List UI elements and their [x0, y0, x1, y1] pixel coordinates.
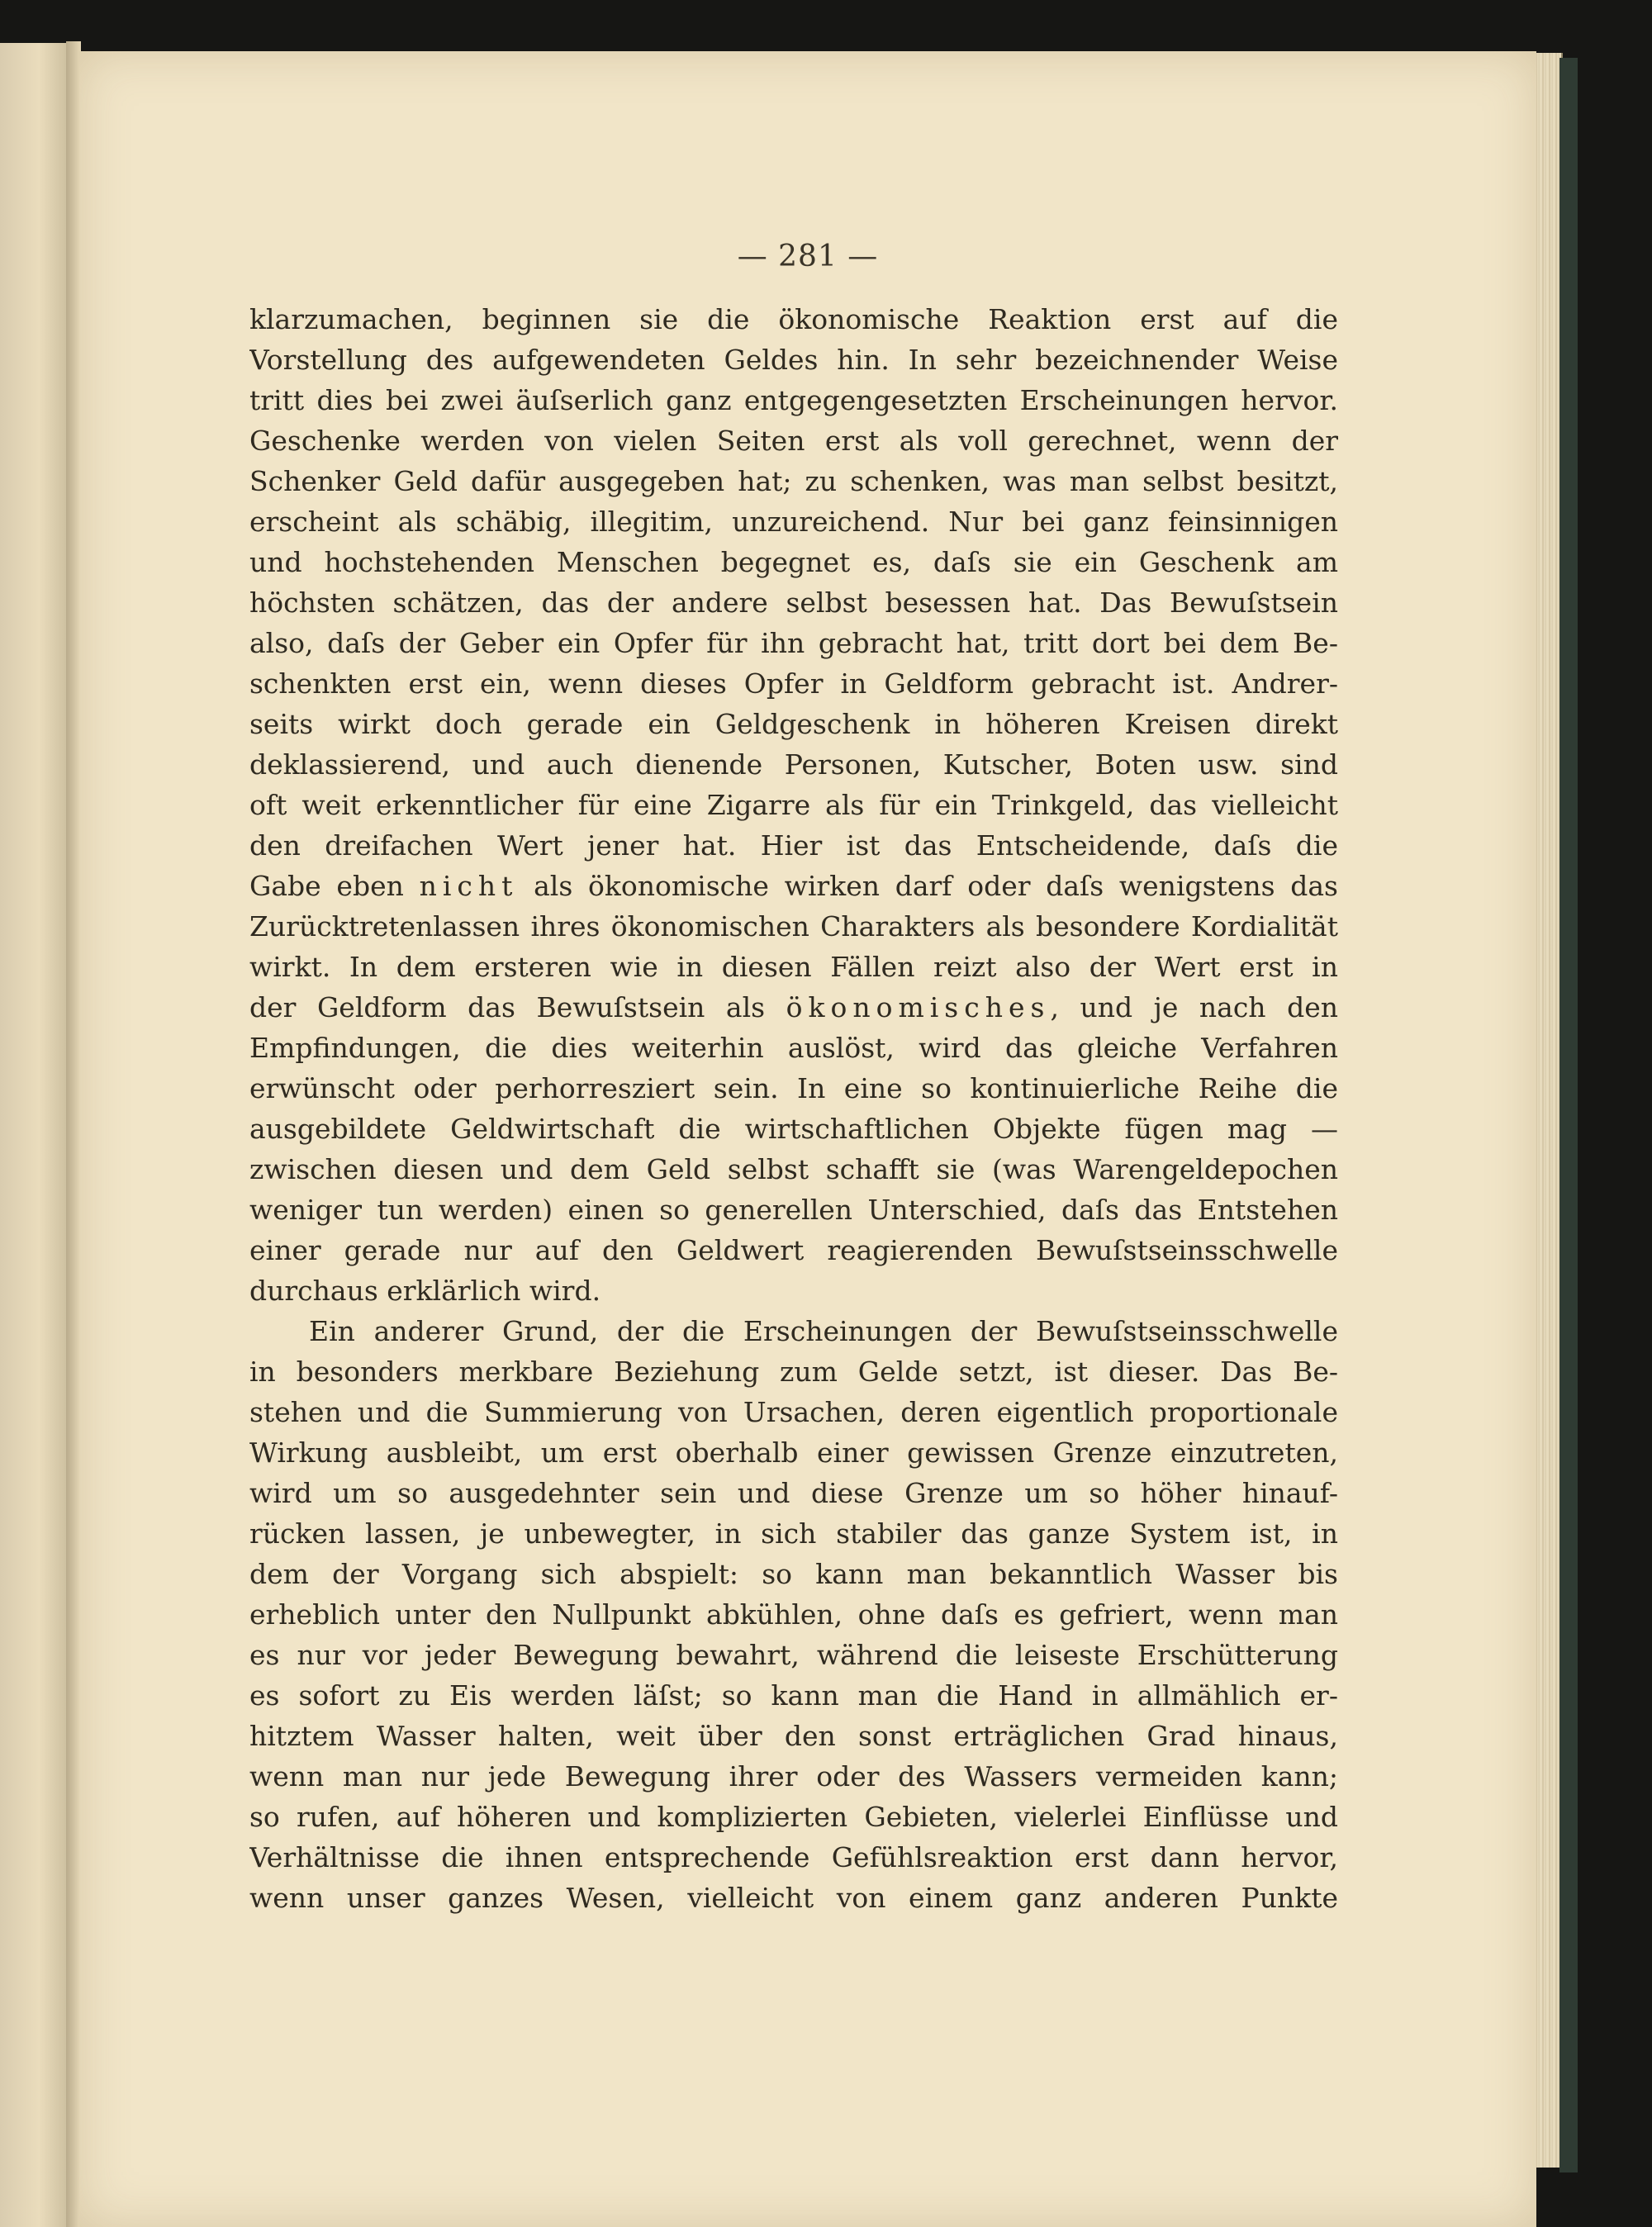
left-page-edge	[0, 43, 71, 2227]
text-line: erwünscht oder perhorresziert sein. In eine so kontinuierliche Reihe die	[249, 1072, 1338, 1104]
text-line: wenn unser ganzes Wesen, vielleicht von einem ganz anderen Punkte	[249, 1882, 1338, 1914]
text-fragment: Gabe eben	[249, 870, 420, 902]
text-line: schenkten erst ein, wenn dieses Opfer in Geldform gebracht ist. Andrer-	[249, 667, 1338, 700]
text-line: hitztem Wasser halten, weit über den sonst erträglichen Grad hinaus,	[249, 1720, 1338, 1752]
text-line: und hochstehenden Menschen begegnet es, daſs sie ein Geschenk am	[249, 546, 1338, 578]
text-fragment: , und je nach den	[1050, 991, 1338, 1023]
text-line: den dreifachen Wert jener hat. Hier ist das Entscheidende, daſs die	[249, 829, 1338, 862]
text-line: Vorstellung des aufgewendeten Geldes hin. In sehr bezeichnender Weise	[249, 344, 1338, 376]
text-line: zwischen diesen und dem Geld selbst schafft sie (was Warengeldepochen	[249, 1153, 1338, 1185]
text-line: stehen und die Summierung von Ursachen, deren eigentlich proportionale	[249, 1396, 1338, 1428]
spaced-emphasis: nicht	[419, 870, 519, 902]
text-line: oft weit erkenntlicher für eine Zigarre als für ein Trinkgeld, das vielleicht	[249, 789, 1338, 821]
text-line: es sofort zu Eis werden läſst; so kann man die Hand in allmählich er-	[249, 1679, 1338, 1712]
text-line: wenn man nur jede Bewegung ihrer oder des Wassers vermeiden kann;	[249, 1760, 1338, 1793]
text-fragment: der Geldform das Bewuſstsein als	[249, 991, 786, 1023]
text-line: dem der Vorgang sich abspielt: so kann man bekanntlich Wasser bis	[249, 1558, 1338, 1590]
spaced-emphasis: ökonomisches	[786, 991, 1051, 1023]
paragraph-last-line: durchaus erklärlich wird.	[249, 1275, 601, 1307]
text-line: so rufen, auf höheren und komplizierten Gebieten, vielerlei Einflüsse und	[249, 1801, 1338, 1833]
page-edges	[1533, 53, 1563, 2168]
text-line: also, daſs der Geber ein Opfer für ihn gebracht hat, tritt dort bei dem Be-	[249, 627, 1338, 659]
text-line: Empfindungen, die dies weiterhin auslöst, wird das gleiche Verfahren	[249, 1032, 1338, 1064]
text-line: rücken lassen, je unbewegter, in sich stabiler das ganze System ist, in	[249, 1517, 1338, 1550]
text-line: einer gerade nur auf den Geldwert reagierenden Bewuſstseinsschwelle	[249, 1234, 1338, 1266]
text-line: deklassierend, und auch dienende Personen, Kutscher, Boten usw. sind	[249, 748, 1338, 781]
text-line: es nur vor jeder Bewegung bewahrt, während die leiseste Erschütterung	[249, 1639, 1338, 1671]
book-page	[79, 51, 1536, 2227]
page-number: — 281 —	[737, 240, 879, 273]
text-line: tritt dies bei zwei äuſserlich ganz entgegengesetzten Erscheinungen hervor.	[249, 384, 1338, 416]
text-line: erheblich unter den Nullpunkt abkühlen, ohne daſs es gefriert, wenn man	[249, 1598, 1338, 1631]
text-line: Zurücktretenlassen ihres ökonomischen Charakters als besondere Kordialität	[249, 910, 1338, 943]
text-line: Wirkung ausbleibt, um erst oberhalb einer gewissen Grenze einzutreten,	[249, 1436, 1338, 1469]
text-line: in besonders merkbare Beziehung zum Gelde setzt, ist dieser. Das Be-	[249, 1356, 1338, 1388]
text-line-emphasis	[249, 866, 1338, 906]
book-cover-edge	[1559, 58, 1578, 2172]
text-line: wirkt. In dem ersteren wie in diesen Fällen reizt also der Wert erst in	[249, 951, 1338, 983]
text-line: klarzumachen, beginnen sie die ökonomische Reaktion erst auf die	[249, 303, 1338, 335]
text-line: erscheint als schäbig, illegitim, unzureichend. Nur bei ganz feinsinnigen	[249, 506, 1338, 538]
text-line: höchsten schätzen, das der andere selbst besessen hat. Das Bewuſstsein	[249, 586, 1338, 619]
text-line: ausgebildete Geldwirtschaft die wirtschaftlichen Objekte fügen mag —	[249, 1113, 1338, 1145]
text-fragment: als ökonomische wirken darf oder daſs wenigstens das	[518, 870, 1338, 902]
paragraph-first-line: Ein anderer Grund, der die Erscheinungen der Bewuſstseinsschwelle	[309, 1315, 1338, 1347]
text-line: Schenker Geld dafür ausgegeben hat; zu schenken, was man selbst besitzt,	[249, 465, 1338, 497]
text-line: weniger tun werden) einen so generellen Unterschied, daſs das Entstehen	[249, 1194, 1338, 1226]
body-text	[249, 299, 1338, 1918]
text-line: Geschenke werden von vielen Seiten erst als voll gerechnet, wenn der	[249, 425, 1338, 457]
text-line: wird um so ausgedehnter sein und diese Grenze um so höher hinauf-	[249, 1477, 1338, 1509]
text-line: seits wirkt doch gerade ein Geldgeschenk in höheren Kreisen direkt	[249, 708, 1338, 740]
text-line: Verhältnisse die ihnen entsprechende Gefühlsreaktion erst dann hervor,	[249, 1841, 1338, 1873]
text-line-emphasis	[249, 987, 1338, 1028]
